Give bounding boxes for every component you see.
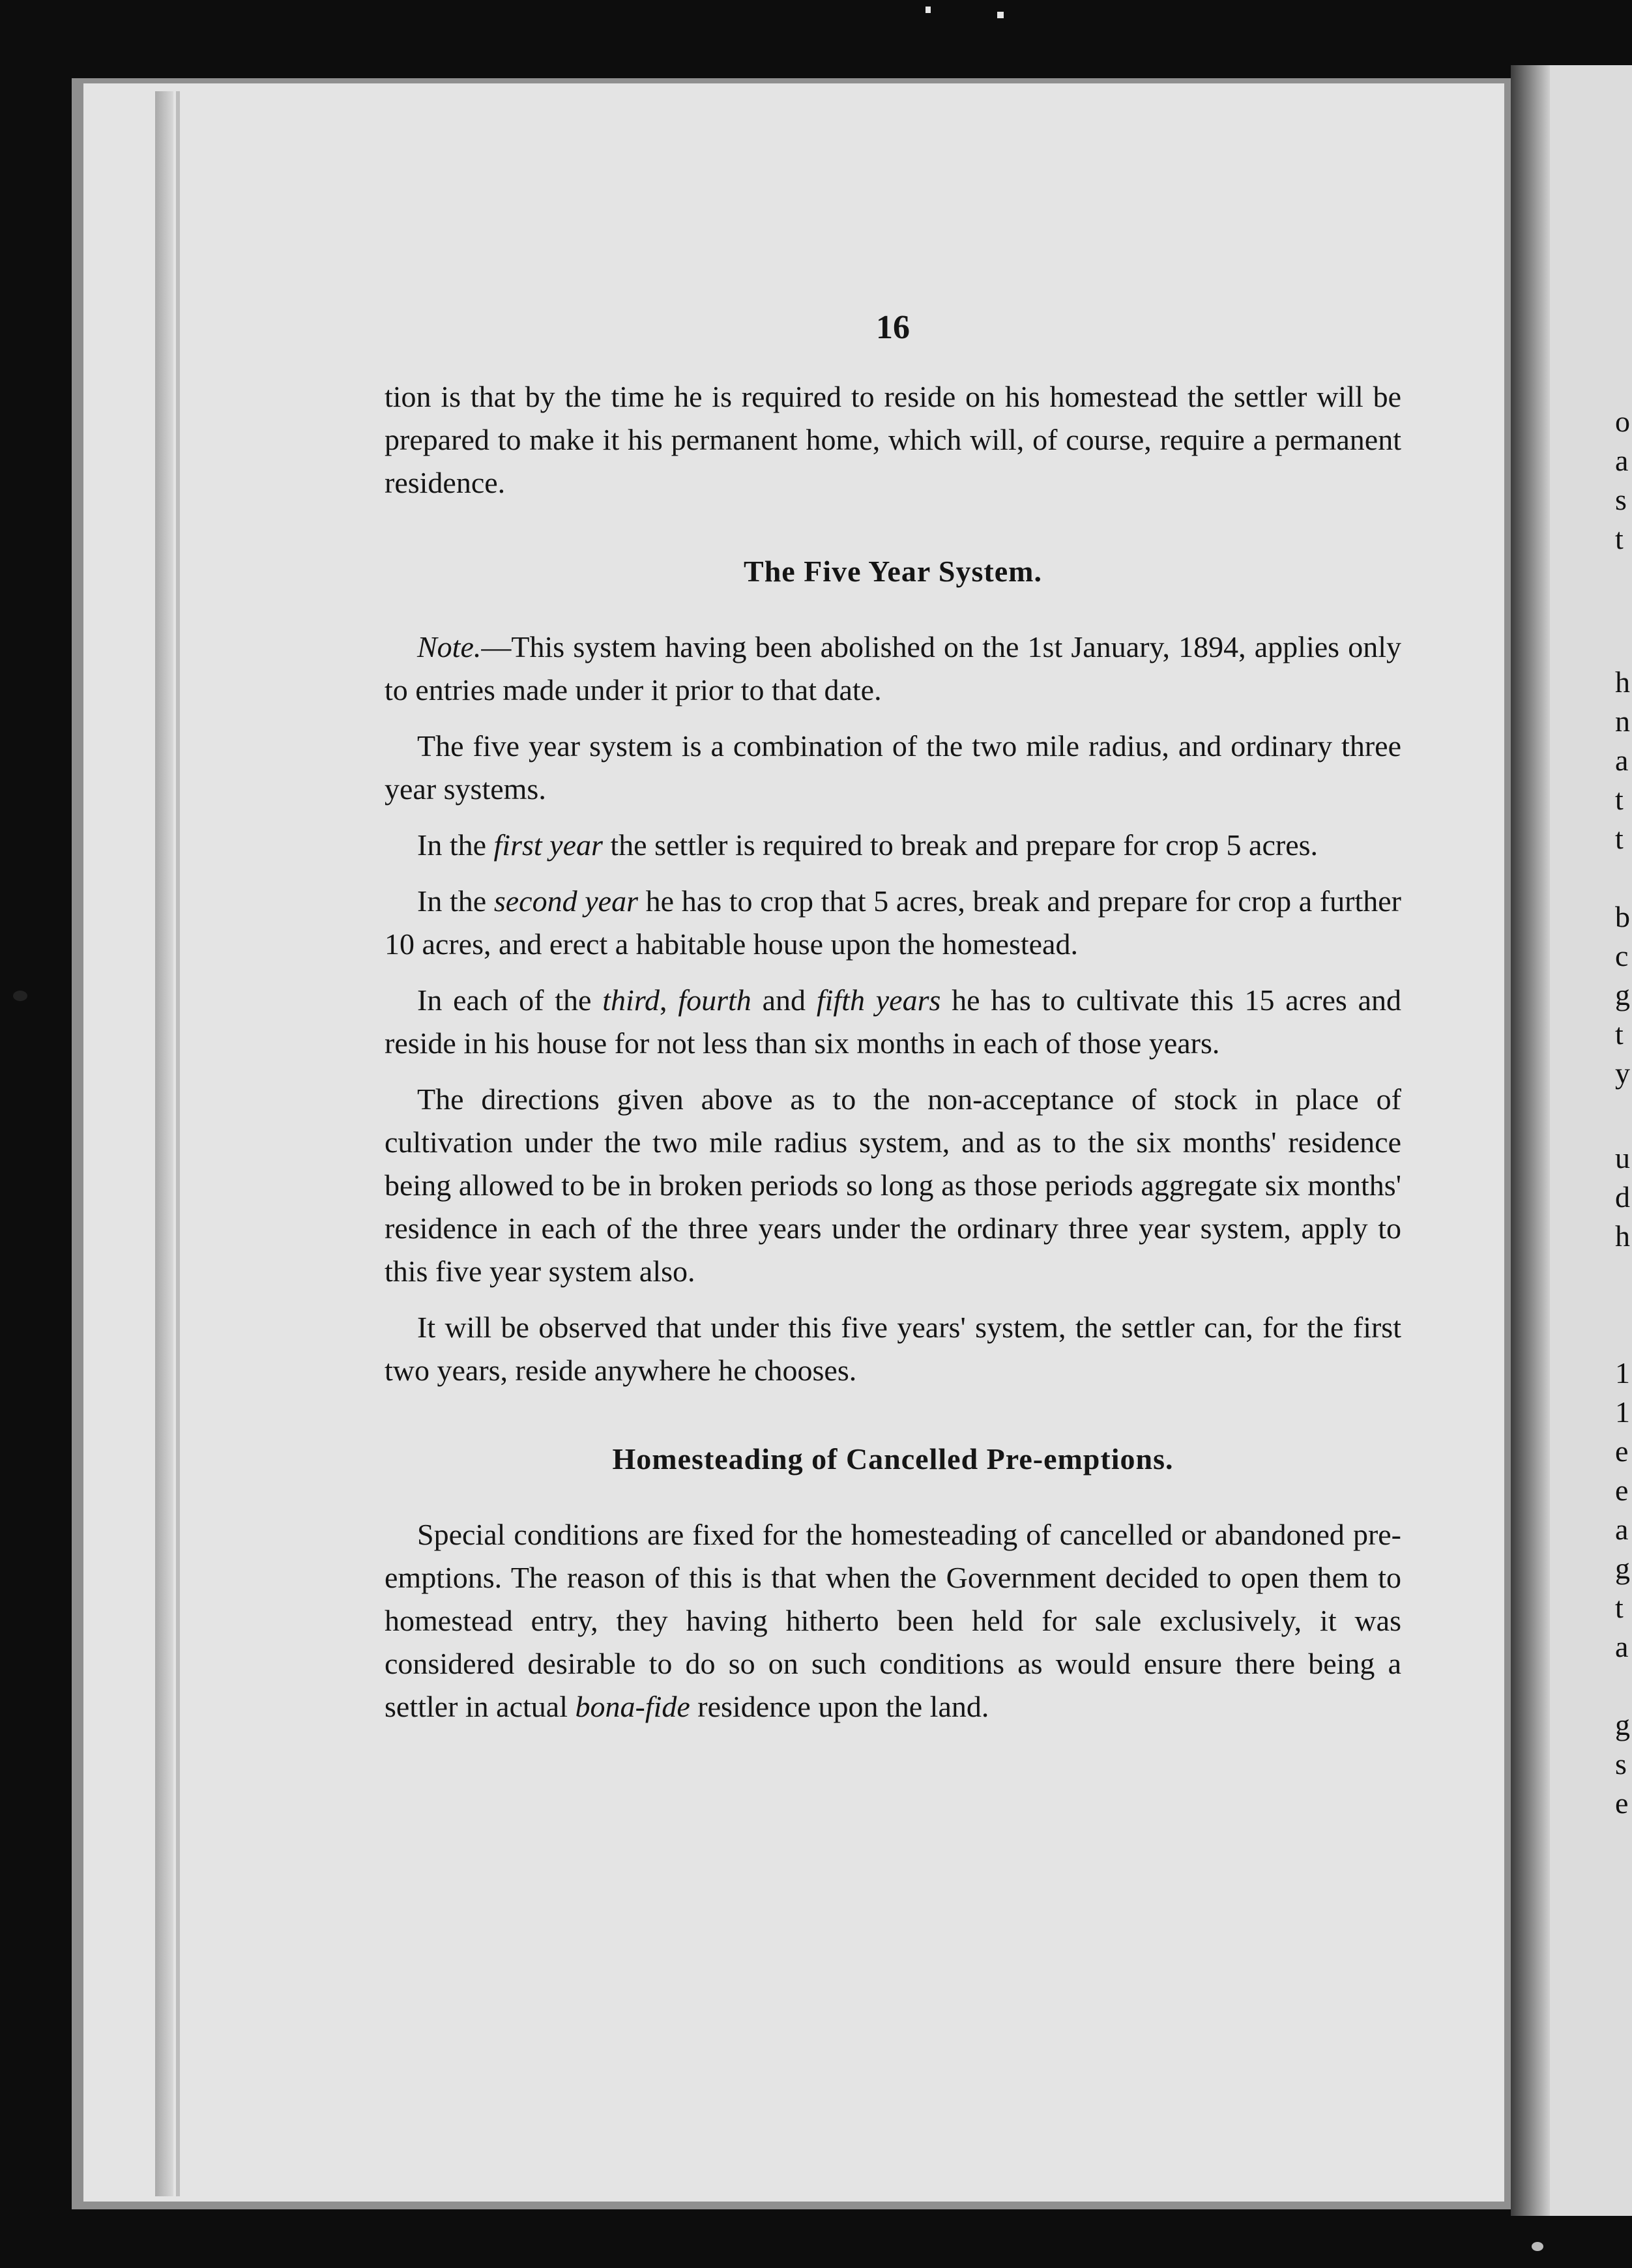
- facing-page-fragment: e: [1615, 1474, 1629, 1507]
- facing-page-fragment: 1: [1615, 1356, 1630, 1389]
- note-text: —This system having been abolished on the 1st January, 1894, applies only to entries made under it prior to that date.: [385, 630, 1401, 706]
- paragraph-combination: The five year system is a combination of the two mile radius, and ordinary three year systems.: [385, 729, 1401, 806]
- paragraph-second-year: [385, 880, 1401, 966]
- section-heading-cancelled-pre-emptions: Homesteading of Cancelled Pre-emptions.: [612, 1442, 1174, 1476]
- facing-page-gutter: [1511, 65, 1550, 2216]
- facing-page-fragment: g: [1615, 978, 1630, 1011]
- paragraph-later-years: [385, 979, 1401, 1065]
- facing-page-fragment: h: [1615, 1219, 1630, 1253]
- page-edge-line: [176, 91, 180, 2196]
- facing-page-fragment: a: [1615, 1513, 1629, 1546]
- facing-page-fragment: g: [1615, 1708, 1630, 1741]
- facing-page-fragment: u: [1615, 1141, 1630, 1174]
- facing-page-fragment: s: [1615, 483, 1627, 516]
- page-content: [385, 306, 1401, 1741]
- facing-page: [1511, 65, 1632, 2216]
- text-span: In the: [417, 884, 494, 918]
- facing-page-fragment: d: [1615, 1180, 1630, 1214]
- scan-speck: [1532, 2242, 1543, 2251]
- text-span: In the: [417, 828, 494, 862]
- facing-page-fragment: t: [1615, 1017, 1624, 1051]
- page-number: 16: [876, 309, 910, 346]
- facing-page-fragment: h: [1615, 665, 1630, 699]
- page-edge: [155, 91, 173, 2196]
- text-span: he has to crop that 5 acres, break and prepare for crop a further 10 acres, and erect a habitable house upon the homestead.: [385, 884, 1401, 961]
- paragraph-special-conditions: [385, 1513, 1401, 1728]
- paragraph-directions: The directions given above as to the non-acceptance of stock in place of cultivation under the two mile radius system, and as to the six months' residence being allowed to be in broken periods so long as those periods aggregate six months' residence in each of the three years under the ordinary three year system, apply to this five year system also.: [385, 1083, 1401, 1288]
- emphasis: second year: [493, 884, 639, 918]
- facing-page-fragment: s: [1615, 1747, 1627, 1781]
- emphasis: first year: [493, 828, 603, 862]
- facing-page-fragment: b: [1615, 900, 1630, 933]
- text-span: In each of the: [417, 983, 603, 1017]
- section-heading-five-year-system: The Five Year System.: [744, 555, 1042, 588]
- facing-page-fragment: e: [1615, 1786, 1629, 1820]
- facing-page-fragment: e: [1615, 1434, 1629, 1468]
- facing-page-fragment: a: [1615, 744, 1629, 777]
- facing-page-fragment: t: [1615, 522, 1624, 555]
- text-span: residence upon the land.: [690, 1690, 989, 1723]
- facing-page-fragment: a: [1615, 1630, 1629, 1663]
- paragraph-first-year: [385, 824, 1401, 867]
- note-paragraph: [385, 626, 1401, 712]
- facing-page-fragment: t: [1615, 783, 1624, 816]
- facing-page-fragment: a: [1615, 444, 1629, 477]
- text-span: the settler is required to break and prepare for crop 5 acres.: [602, 828, 1319, 862]
- text-span: and: [751, 983, 817, 1017]
- emphasis: bona-fide: [575, 1690, 690, 1723]
- facing-page-fragment: n: [1615, 705, 1630, 738]
- emphasis: third: [602, 983, 660, 1017]
- note-label: Note.: [417, 630, 482, 663]
- scan-mark: [997, 12, 1004, 18]
- text-span: ,: [660, 983, 678, 1017]
- facing-page-fragment: c: [1615, 939, 1629, 972]
- facing-page-fragment: t: [1615, 822, 1624, 855]
- intro-paragraph: tion is that by the time he is required to reside on his homestead the settler will be prepared to make it his permanent home, which will, of course, require a permanent residence.: [385, 380, 1401, 499]
- facing-page-fragment: y: [1615, 1056, 1630, 1090]
- paragraph-observed: It will be observed that under this five years' system, the settler can, for the first two years, reside anywhere he chooses.: [385, 1311, 1401, 1387]
- text-span: Special conditions are fixed for the homesteading of cancelled or abandoned pre-emptions. The reason of this is that when the Government decided to open them to homestead entry, they having hitherto been held for sale exclusively, it was considered desirable to do so on such conditions as would ensure there being a settler in actual: [385, 1518, 1401, 1723]
- facing-page-fragment: t: [1615, 1591, 1624, 1624]
- emphasis: fifth years: [816, 983, 941, 1017]
- scan-speck: [13, 991, 27, 1001]
- text-span: he has to cultivate this 15 acres and reside in his house for not less than six months in each of those years.: [385, 983, 1401, 1060]
- emphasis: fourth: [678, 983, 751, 1017]
- facing-page-fragment: o: [1615, 405, 1630, 438]
- facing-page-fragment: g: [1615, 1552, 1630, 1585]
- scan-mark: [925, 7, 931, 13]
- facing-page-fragment: 1: [1615, 1395, 1630, 1429]
